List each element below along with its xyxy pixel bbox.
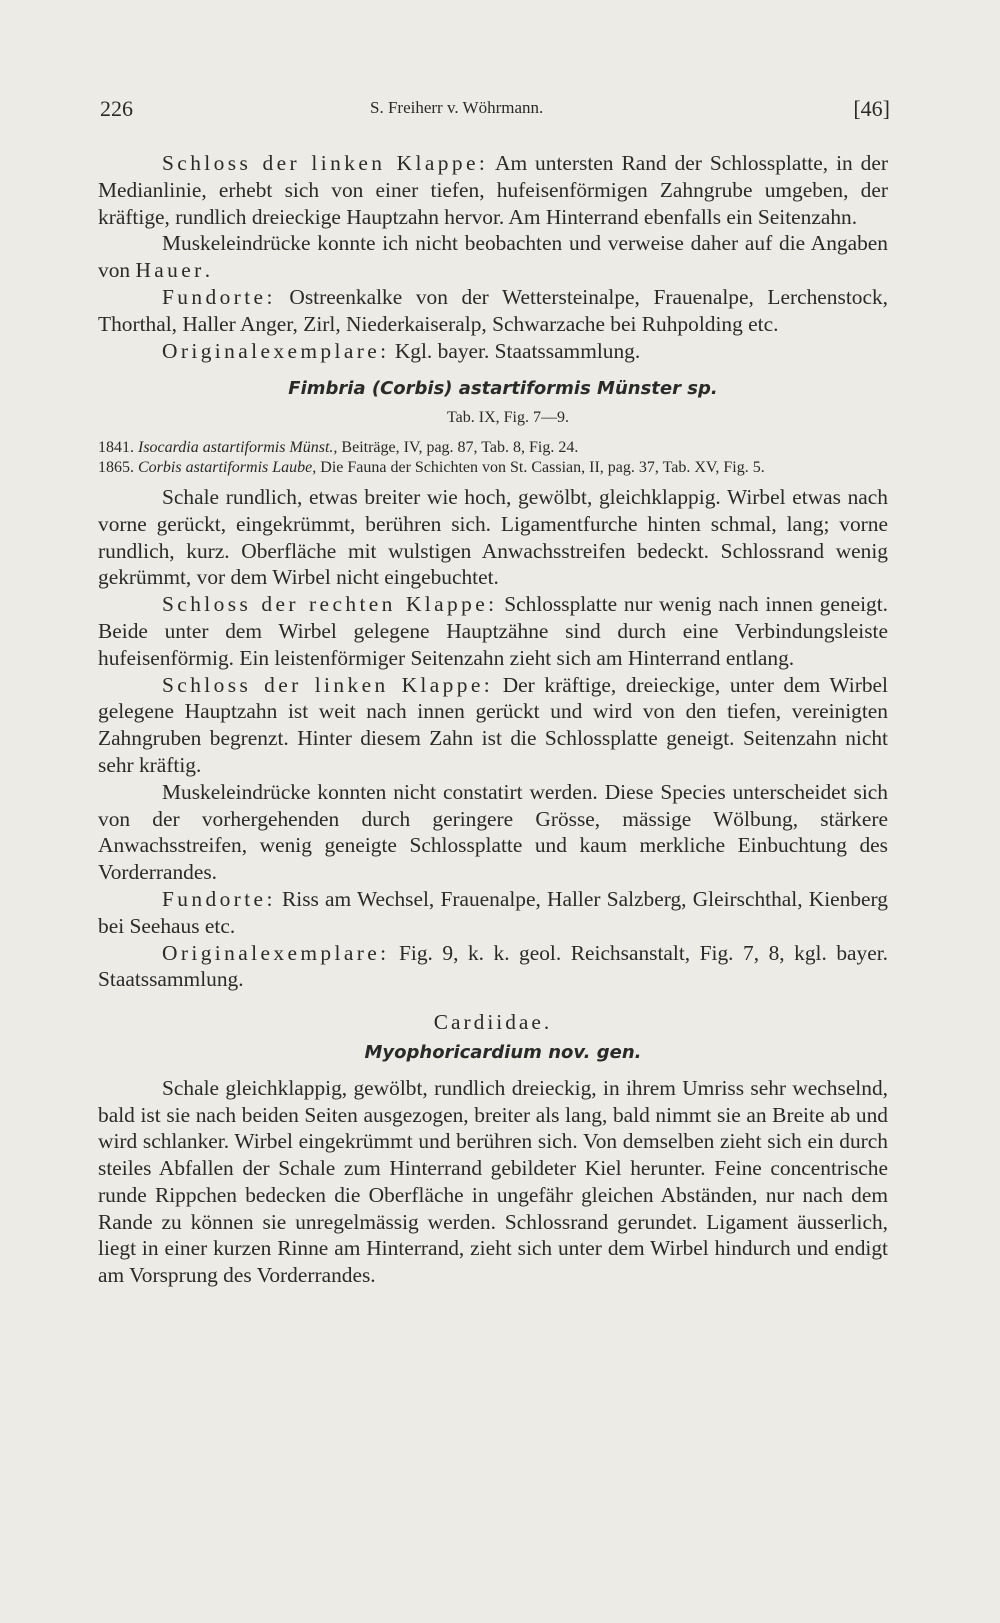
- spaced-lead: Originalexemplare:: [162, 940, 390, 965]
- bracket-page-number: [46]: [853, 96, 890, 121]
- paragraph-hinge-left-valve-2: [98, 672, 888, 779]
- spaced-lead: Schloss der linken Klappe:: [162, 151, 489, 175]
- spaced-lead: Schloss der rechten Klappe:: [162, 592, 498, 617]
- paragraph-text: Ostreenkalke von der Wettersteinalpe, Frauenalpe, Lerchenstock, Thorthal, Haller Anger, Zirl, Niederkaiseralp, Schwarzache bei Ruhpolding etc.: [98, 284, 888, 336]
- paragraph-original-specimens-1: [98, 338, 888, 365]
- paragraph-text: Muskeleindrücke konnte ich nicht beobachten und verweise daher auf die Angaben von: [98, 231, 888, 283]
- synonymy-entry: [98, 438, 888, 458]
- paragraph-text: Der kräftige, dreieckige, unter dem Wirbel gelegene Hauptzahn ist weit nach innen gerückt und wird von den tiefen, vereinigten Zahngruben begrenzt. Hinter diesem Zahn ist die Schlossplatte geneigt. Seitenzahn nicht sehr kräftig.: [98, 672, 888, 777]
- species-heading: Fimbria (Corbis) astartiformis Münster sp.: [288, 378, 718, 400]
- running-header: [100, 96, 890, 124]
- page-number: 226: [100, 96, 133, 121]
- paragraph-localities-2: [98, 886, 888, 940]
- ref-year: 1865.: [98, 458, 134, 476]
- spaced-lead: Originalexemplare:: [162, 338, 390, 363]
- author-name: Hauer: [135, 258, 205, 283]
- paragraph-genus-description: Schale gleichklappig, gewölbt, rundlich dreieckig, in ihrem Umriss sehr wechselnd, bald ist sie nach beiden Seiten ausgezogen, breiter als lang, bald nimmt sie an Breite ab und wird schlanker. Wirbel eingekrümmt und berühren sich. Von demselben zieht sich ein durch steiles Abfallen der Schale zum Hinterrand gebildeter Kiel herunter. Feine concentrische runde Rippchen bedecken die Oberfläche in ungefähr gleichen Abständen, nur nach dem Rande zu können sie unregelmässig werden. Schlossrand gerundet. Ligament äusserlich, liegt in einer kurzen Rinne am Hinterrand, zieht sich unter dem Wirbel hindurch und endigt am Vorsprung des Vorderrandes.: [98, 1075, 888, 1288]
- ref-year: 1841.: [98, 438, 134, 456]
- paragraph-end: .: [204, 258, 211, 283]
- plate-reference: Tab. IX, Fig. 7—9.: [447, 409, 569, 427]
- spaced-lead: Fundorte:: [162, 886, 276, 911]
- paragraph-text: Riss am Wechsel, Frauenalpe, Haller Salzberg, Gleirschthal, Kienberg bei Seehaus etc.: [98, 886, 888, 938]
- family-heading: Cardiidae.: [433, 1010, 553, 1035]
- ref-taxon: Corbis astartiformis Laube,: [138, 458, 317, 476]
- paragraph-text: Am untersten Rand der Schlossplatte, in der Medianlinie, erhebt sich von einer tiefen, hufeisenförmigen Zahngrube umgeben, der kräftige, rundlich dreieckige Hauptzahn hervor. Am Hinterrand ebenfalls ein Seitenzahn.: [98, 151, 888, 229]
- paragraph-shell-description: Schale rundlich, etwas breiter wie hoch, gewölbt, gleichklappig. Wirbel etwas nach vorne gerückt, eingekrümmt, berühren sich. Ligamentfurche hinten schmal, lang; vorne rundlich, kurz. Oberfläche mit wulstigen Anwachsstreifen bedeckt. Schlossrand wenig gekrümmt, vor dem Wirbel nicht eingebuchtet.: [98, 484, 888, 590]
- paragraph-text: Schlossplatte nur wenig nach innen geneigt. Beide unter dem Wirbel gelegene Hauptzähne sind durch eine Verbindungsleiste hufeisenförmig. Ein leistenförmiger Seitenzahn zieht sich am Hinterrand entlang.: [98, 592, 888, 670]
- paragraph-hinge-right-valve: [98, 591, 888, 671]
- genus-heading: Myophoricardium nov. gen.: [364, 1041, 642, 1063]
- paragraph-muscle-scars-1: [98, 230, 888, 284]
- paragraph-text: Fig. 9, k. k. geol. Reichsanstalt, Fig. 7, 8, kgl. bayer. Staatssammlung.: [98, 940, 888, 992]
- paragraph-original-specimens-2: [98, 940, 888, 994]
- ref-source: Beiträge, IV, pag. 87, Tab. 8, Fig. 24.: [337, 438, 579, 456]
- body-text: [98, 150, 888, 1289]
- synonymy-entry: [98, 458, 888, 478]
- spaced-lead: Fundorte:: [162, 284, 276, 309]
- ref-taxon: Isocardia astartiformis Münst.,: [138, 438, 338, 456]
- paragraph-localities-1: [98, 284, 888, 338]
- paragraph-hinge-left-valve-1: [98, 150, 888, 230]
- spaced-lead: Schloss der linken Klappe:: [162, 672, 494, 697]
- paragraph-text: Kgl. bayer. Staatssammlung.: [389, 338, 641, 363]
- paragraph-muscle-scars-2: Muskeleindrücke konnten nicht constatirt werden. Diese Species unterscheidet sich von der vorhergehenden durch geringere Grösse, mässige Wölbung, stärkere Anwachsstreifen, wenig geneigte Schlossplatte und kaum merkliche Einbuchtung des Vorderrandes.: [98, 779, 888, 885]
- running-title: S. Freiherr v. Wöhrmann.: [370, 98, 544, 117]
- ref-source: Die Fauna der Schichten von St. Cassian, II, pag. 37, Tab. XV, Fig. 5.: [316, 458, 765, 476]
